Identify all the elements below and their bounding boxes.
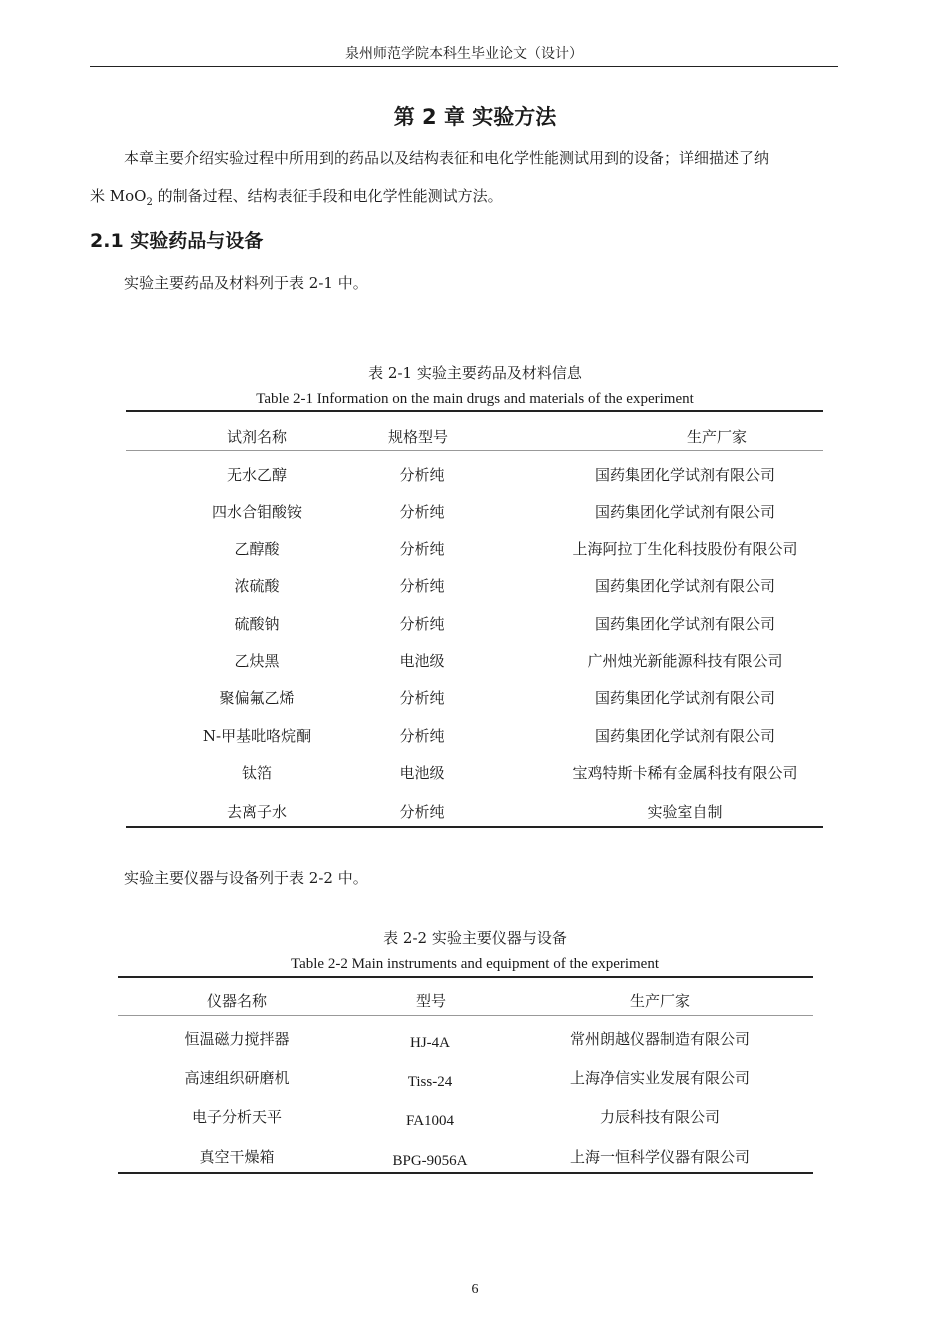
table1-cell: 分析纯 (399, 689, 445, 707)
table2-cell: FA1004 (405, 1113, 455, 1129)
table1-header-cell: 生产厂家 (686, 428, 747, 446)
table1-cell: 国药集团化学试剂有限公司 (594, 466, 775, 484)
table1-header-rule (126, 450, 823, 451)
table2-cell: 常州朗越仪器制造有限公司 (569, 1030, 750, 1048)
table2-cell: 真空干燥箱 (199, 1148, 275, 1166)
table2-cell: 高速组织研磨机 (184, 1069, 290, 1087)
table1-cell: 无水乙醇 (226, 466, 287, 484)
intro-line-2-tail: 的制备过程、结构表征手段和电化学性能测试方法。 (152, 187, 503, 205)
intro-line-2 (90, 177, 840, 222)
table1-cell: 去离子水 (226, 803, 287, 821)
section-text-1: 实验主要药品及材料列于表 2-1 中。 (124, 274, 368, 292)
table1-caption-cn: 表 2-1 实验主要药品及材料信息 (368, 364, 582, 382)
table2-cell: 恒温磁力搅拌器 (184, 1030, 290, 1048)
section-text-2: 实验主要仪器与设备列于表 2-2 中。 (124, 869, 368, 887)
intro-subscript: 2 (146, 197, 153, 208)
table2-cell: HJ-4A (410, 1035, 450, 1051)
table1-cell: 硫酸钠 (234, 615, 280, 633)
chapter-title: 第 2 章 实验方法 (393, 105, 557, 129)
table2-cell: Tiss-24 (407, 1074, 453, 1090)
table1-cell: 四水合钼酸铵 (211, 503, 302, 521)
page-number: 6 (471, 1282, 479, 1297)
table2-bottom-rule (118, 1172, 813, 1174)
table1-cell: 电池级 (399, 764, 445, 782)
table1-cell: 电池级 (399, 652, 445, 670)
table1-cell: 国药集团化学试剂有限公司 (594, 689, 775, 707)
table1-cell: 聚偏氟乙烯 (219, 689, 295, 707)
table2-cell: 上海一恒科学仪器有限公司 (569, 1148, 750, 1166)
table1-cell: 国药集团化学试剂有限公司 (594, 727, 775, 745)
table2-header-rule (118, 1015, 813, 1016)
table1-cell: 分析纯 (399, 803, 445, 821)
table2-cell: 电子分析天平 (191, 1108, 282, 1126)
table1-cell: 国药集团化学试剂有限公司 (594, 577, 775, 595)
table1-header-cell: 试剂名称 (226, 428, 287, 446)
table1-cell: 上海阿拉丁生化科技股份有限公司 (572, 540, 798, 558)
table1-cell: 浓硫酸 (234, 577, 280, 595)
table1-cell: 分析纯 (399, 540, 445, 558)
intro-line-1: 本章主要介绍实验过程中所用到的药品以及结构表征和电化学性能测试用到的设备；详细描述了纳 (124, 149, 770, 167)
table2-header-cell: 生产厂家 (629, 992, 690, 1010)
intro-line-2-text: 米 MoO (90, 187, 147, 205)
table2-caption-cn: 表 2-2 实验主要仪器与设备 (383, 929, 567, 947)
table1-cell: 分析纯 (399, 503, 445, 521)
table1-caption-en: Table 2-1 Information on the main drugs and materials of the experiment (256, 391, 694, 407)
table1-cell: 宝鸡特斯卡稀有金属科技有限公司 (572, 764, 798, 782)
table1-cell: 分析纯 (399, 577, 445, 595)
table2-top-rule (118, 976, 813, 978)
table2-cell: 上海净信实业发展有限公司 (569, 1069, 750, 1087)
table2-cell: 力辰科技有限公司 (599, 1108, 720, 1126)
table1-cell: 分析纯 (399, 615, 445, 633)
intro-paragraph (90, 139, 840, 222)
running-header: 泉州师范学院本科生毕业论文（设计） (90, 44, 838, 67)
table1-cell: 钛箔 (241, 764, 272, 782)
table1-cell: 乙醇酸 (234, 540, 280, 558)
table1-header-cell: 规格型号 (387, 428, 448, 446)
table1-cell: 国药集团化学试剂有限公司 (594, 615, 775, 633)
table2-cell: BPG-9056A (392, 1153, 468, 1169)
table1-cell: 分析纯 (399, 727, 445, 745)
table1-cell: 国药集团化学试剂有限公司 (594, 503, 775, 521)
section-heading: 2.1 实验药品与设备 (90, 230, 264, 252)
table1-cell: 广州烛光新能源科技有限公司 (587, 652, 783, 670)
table1-bottom-rule (126, 826, 823, 828)
table2-caption-en: Table 2-2 Main instruments and equipment of the experiment (290, 956, 660, 972)
table1-top-rule (126, 410, 823, 412)
table2-header-cell: 仪器名称 (206, 992, 267, 1010)
table1-cell: 实验室自制 (647, 803, 723, 821)
table1-cell: 乙炔黑 (234, 652, 280, 670)
table2-header-cell: 型号 (415, 992, 446, 1010)
table1-cell: N-甲基吡咯烷酮 (202, 727, 312, 745)
table1-cell: 分析纯 (399, 466, 445, 484)
